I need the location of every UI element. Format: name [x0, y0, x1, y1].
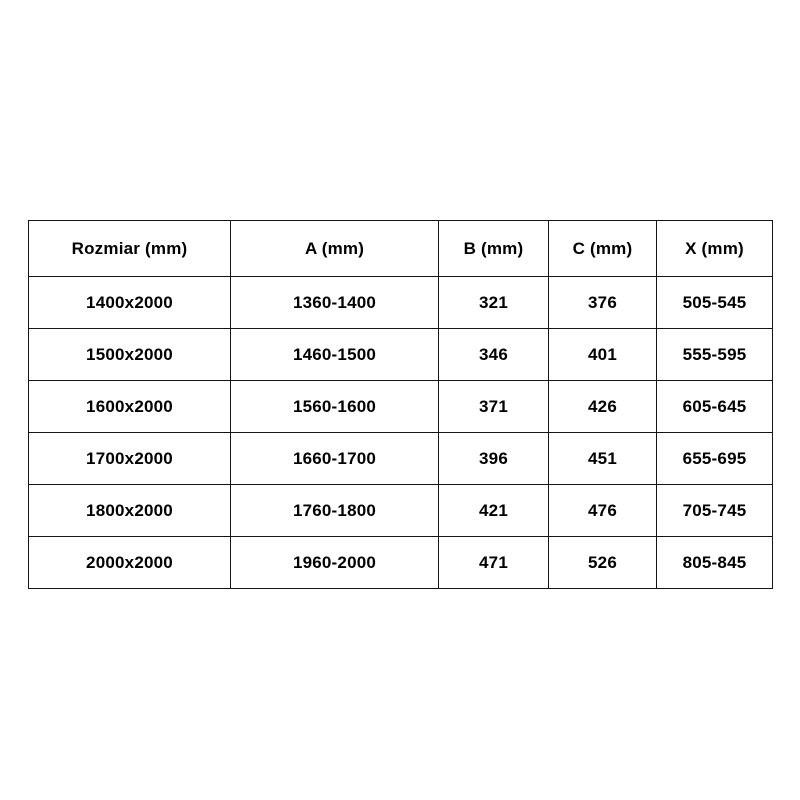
column-header-rozmiar: Rozmiar (mm)	[29, 221, 231, 277]
cell-a: 1760-1800	[231, 485, 439, 537]
cell-a: 1660-1700	[231, 433, 439, 485]
cell-rozmiar: 1700x2000	[29, 433, 231, 485]
cell-rozmiar: 1800x2000	[29, 485, 231, 537]
table-row	[29, 277, 773, 329]
cell-c: 401	[549, 329, 657, 381]
cell-c: 476	[549, 485, 657, 537]
size-table	[28, 220, 773, 589]
cell-a: 1560-1600	[231, 381, 439, 433]
column-header-b: B (mm)	[439, 221, 549, 277]
cell-a: 1360-1400	[231, 277, 439, 329]
cell-b: 396	[439, 433, 549, 485]
cell-rozmiar: 1400x2000	[29, 277, 231, 329]
cell-b: 321	[439, 277, 549, 329]
cell-x: 705-745	[657, 485, 773, 537]
cell-x: 655-695	[657, 433, 773, 485]
table-header	[29, 221, 773, 277]
cell-b: 371	[439, 381, 549, 433]
table-row	[29, 537, 773, 589]
table-body	[29, 277, 773, 589]
cell-c: 376	[549, 277, 657, 329]
table-row	[29, 329, 773, 381]
cell-x: 805-845	[657, 537, 773, 589]
table-row	[29, 485, 773, 537]
cell-b: 421	[439, 485, 549, 537]
cell-rozmiar: 2000x2000	[29, 537, 231, 589]
cell-c: 451	[549, 433, 657, 485]
size-table-container	[28, 220, 772, 589]
table-row	[29, 381, 773, 433]
column-header-c: C (mm)	[549, 221, 657, 277]
cell-c: 426	[549, 381, 657, 433]
cell-a: 1460-1500	[231, 329, 439, 381]
cell-b: 471	[439, 537, 549, 589]
cell-x: 605-645	[657, 381, 773, 433]
cell-rozmiar: 1500x2000	[29, 329, 231, 381]
cell-b: 346	[439, 329, 549, 381]
cell-x: 505-545	[657, 277, 773, 329]
cell-x: 555-595	[657, 329, 773, 381]
cell-rozmiar: 1600x2000	[29, 381, 231, 433]
column-header-x: X (mm)	[657, 221, 773, 277]
column-header-a: A (mm)	[231, 221, 439, 277]
cell-c: 526	[549, 537, 657, 589]
table-row	[29, 433, 773, 485]
table-header-row	[29, 221, 773, 277]
cell-a: 1960-2000	[231, 537, 439, 589]
